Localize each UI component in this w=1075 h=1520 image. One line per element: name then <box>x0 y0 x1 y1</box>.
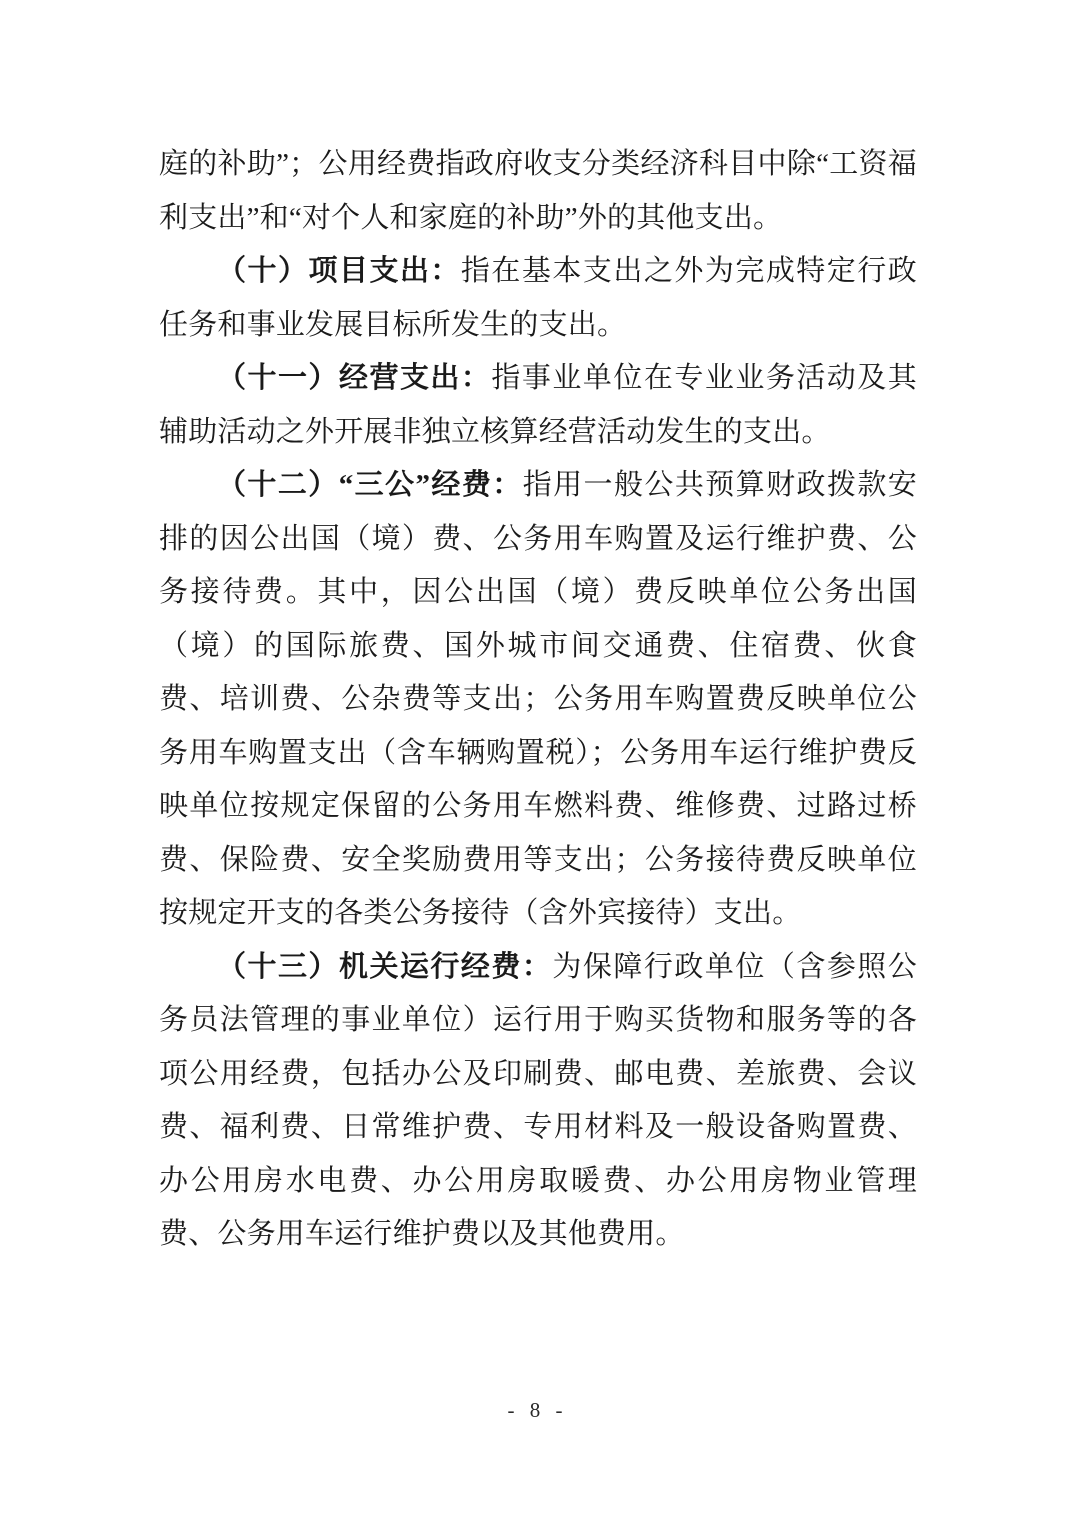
paragraph <box>159 459 917 941</box>
section-heading: （十三）机关运行经费： <box>217 950 553 983</box>
paragraph <box>159 138 917 245</box>
paragraph-text: 庭的补助”；公用经费指政府收支分类经济科目中除“工资福利支出”和“对个人和家庭的补助”外的其他支出。 <box>159 148 917 234</box>
paragraph <box>159 245 917 352</box>
paragraph <box>159 352 917 459</box>
paragraph-text: 为保障行政单位（含参照公务员法管理的事业单位）运行用于购买货物和服务等的各项公用经费，包括办公及印刷费、邮电费、差旅费、会议费、福利费、日常维护费、专用材料及一般设备购置费、办公用房水电费、办公用房取暖费、办公用房物业管理费、公务用车运行维护费以及其他费用。 <box>159 950 918 1250</box>
paragraph <box>159 941 917 1262</box>
section-heading: （十一）经营支出： <box>217 362 492 394</box>
section-heading: （十）项目支出： <box>217 255 461 287</box>
document-body <box>159 138 917 1262</box>
paragraph-text: 指事业单位在专业业务活动及其辅助活动之外开展非独立核算经营活动发生的支出。 <box>159 362 917 448</box>
paragraph-text: 指用一般公共预算财政拨款安排的因公出国（境）费、公务用车购置及运行维护费、公务接待费。其中，因公出国（境）费反映单位公务出国（境）的国际旅费、国外城市间交通费、住宿费、伙食费、培训费、公杂费等支出；公务用车购置费反映单位公务用车购置支出（含车辆购置税）；公务用车运行维护费反映单位按规定保留的公务用车燃料费、维修费、过路过桥费、保险费、安全奖励费用等支出；公务接待费反映单位按规定开支的各类公务接待（含外宾接待）支出。 <box>159 469 917 929</box>
paragraph-text: 指在基本支出之外为完成特定行政任务和事业发展目标所发生的支出。 <box>159 255 917 341</box>
page-number: - 8 - <box>507 1398 568 1422</box>
section-heading: （十二）“三公”经费： <box>217 469 523 501</box>
